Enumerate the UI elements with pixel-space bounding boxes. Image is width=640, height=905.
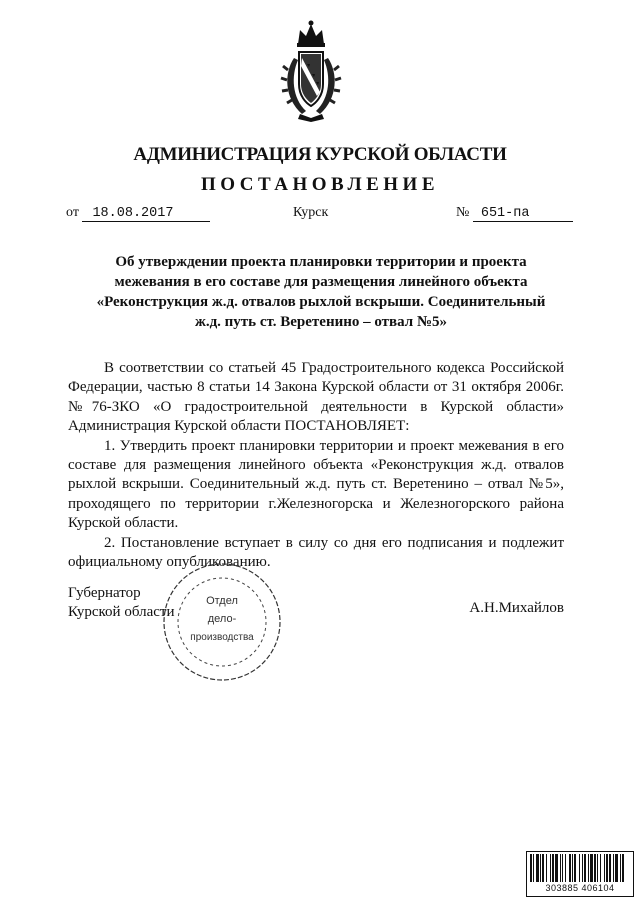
subject-line: Об утверждении проекта планировки территории и проекта	[115, 254, 527, 270]
barcode-bar	[530, 854, 532, 882]
barcode-bar	[606, 854, 608, 882]
barcode-bar	[622, 854, 624, 882]
document-body	[68, 359, 564, 572]
document-city: Курск	[293, 205, 329, 220]
barcode-bar	[546, 854, 547, 882]
stamp-line: производства	[190, 632, 254, 643]
number-prefix: №	[456, 205, 470, 220]
organization-title: АДМИНИСТРАЦИЯ КУРСКОЙ ОБЛАСТИ	[133, 144, 507, 165]
barcode-bar	[615, 854, 618, 882]
document-date: 18.08.2017	[82, 206, 210, 222]
office-stamp	[160, 560, 284, 684]
barcode-label	[526, 851, 634, 897]
barcode-bar	[562, 854, 563, 882]
barcode-bar	[560, 854, 561, 882]
barcode-bar	[588, 854, 589, 882]
barcode-bar	[590, 854, 593, 882]
document-subject	[84, 252, 558, 332]
stamp-line: Отдел	[206, 595, 238, 607]
barcode-bar	[613, 854, 614, 882]
document-number: 651-па	[473, 206, 573, 222]
barcode-bar	[565, 854, 566, 882]
barcode-bar	[536, 854, 539, 882]
signatory-name: А.Н.Михайлов	[469, 600, 564, 616]
subject-line: межевания в его составе для размещения линейного объекта	[114, 274, 528, 290]
document-number-field	[456, 205, 573, 222]
barcode-bar	[572, 854, 573, 882]
barcode-bar	[555, 854, 558, 882]
position-line: Губернатор	[68, 585, 141, 601]
barcode-bar	[600, 854, 601, 882]
barcode-bar	[597, 854, 598, 882]
barcode-bar	[540, 854, 541, 882]
subject-line: ж.д. путь ст. Веретенино – отвал №5»	[194, 314, 448, 330]
barcode-bar	[584, 854, 586, 882]
barcode-bar	[620, 854, 621, 882]
barcode-bar	[604, 854, 605, 882]
barcode-bar	[542, 854, 544, 882]
item-1-paragraph: 1. Утвердить проект планировки территории и проект межевания в его составе для размещения линейного объекта «Реконструкция ж.д. отвалов рыхлой вскрыши. Соединительный ж.д. путь ст. Веретенино – отвал №5», проходящего по территории г.Железногорска и Железногорского района Курской области.	[68, 437, 564, 532]
barcode-bar	[609, 854, 611, 882]
stamp-line: дело-	[207, 613, 237, 625]
item-2-paragraph: 2. Постановление вступает в силу со дня его подписания и подлежит официальному опубликованию.	[68, 534, 564, 571]
document-date-field	[66, 205, 210, 222]
barcode-bar	[594, 854, 596, 882]
barcode-number: 303885 406104	[545, 883, 615, 893]
document-type-title: ПОСТАНОВЛЕНИЕ	[200, 174, 440, 195]
barcode-bar	[533, 854, 534, 882]
barcode-bar	[550, 854, 551, 882]
barcode-bar	[582, 854, 583, 882]
preamble-paragraph: В соответствии со статьей 45 Градостроительного кодекса Российской Федерации, частью 8 статьи 14 Закона Курской области от 31 октября 2006г. №76-ЗКО «О градостроительной деятельности в Курской области» Администрация Курской области ПОСТАНОВЛЯЕТ:	[68, 360, 564, 435]
date-prefix: от	[66, 205, 79, 220]
barcode-bar	[579, 854, 580, 882]
subject-line: «Реконструкция ж.д. отвалов рыхлой вскрыши. Соединительный	[96, 294, 546, 310]
barcode-bar	[574, 854, 576, 882]
signatory-position	[68, 584, 174, 622]
coat-of-arms-icon	[278, 18, 344, 122]
position-line: Курской области	[68, 604, 175, 620]
barcode-bar	[569, 854, 571, 882]
barcode-bar	[552, 854, 554, 882]
barcode-icon	[528, 853, 632, 883]
